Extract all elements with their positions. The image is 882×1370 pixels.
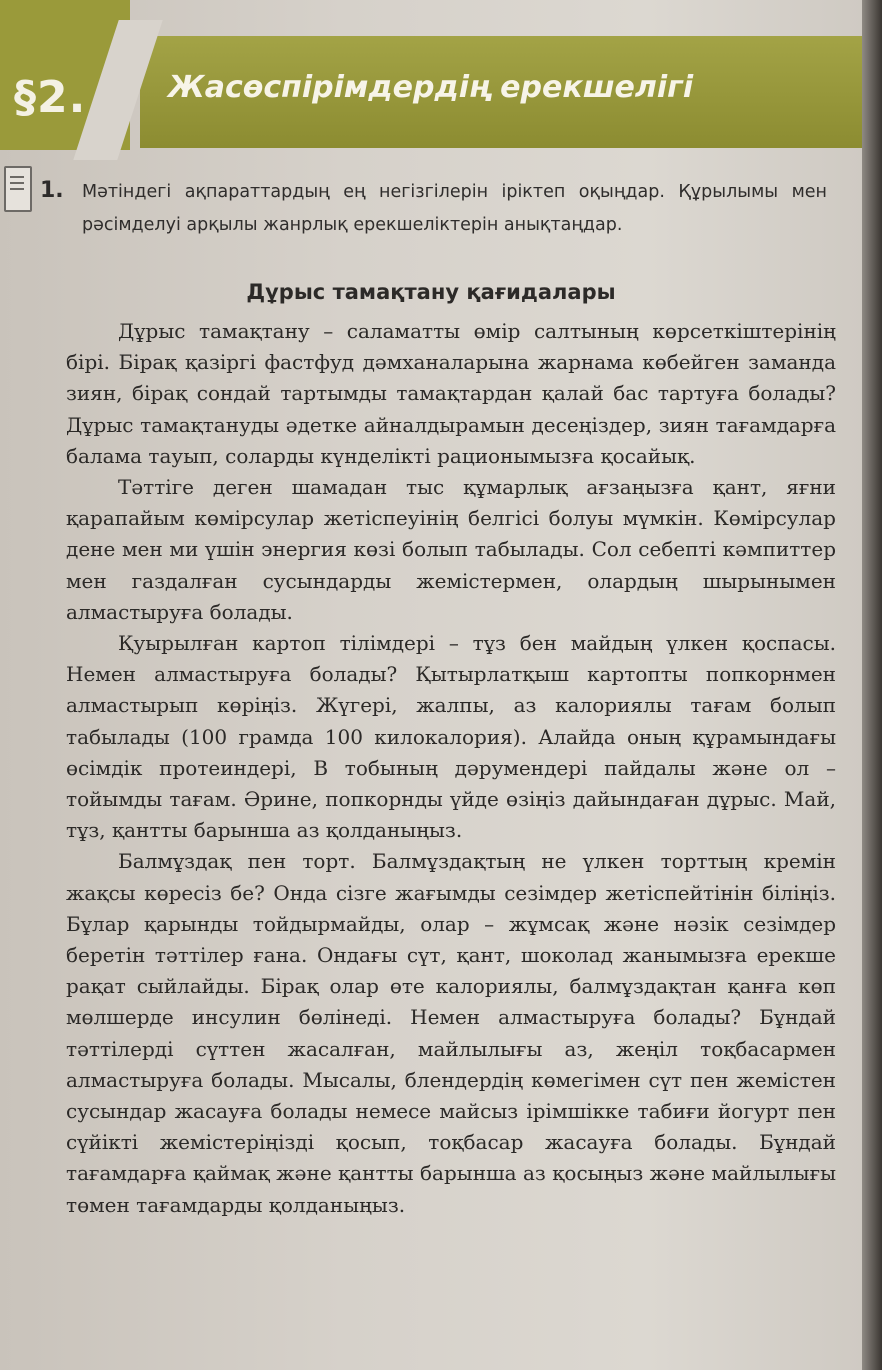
notebook-icon xyxy=(4,166,32,212)
task-number: 1. xyxy=(40,178,64,203)
article-paragraph: Балмұздақ пен торт. Балмұздақтың не үлкен торттың кремін жақсы көресіз бе? Онда сізге жағымды сезімдер жетіспейтінін біліңіз. Бұлар қарынды тойдырмайды, олар – жұмсақ және нәзік сезімдер беретін тәттілер ғана. Ондағы сүт, қант, шоколад жанымызға ерекше рақат сыйлайды. Бірақ олар өте калориялы, балмұздақтан қанға көп мөлшерде инсулин бөлінеді. Немен алмастыруға болады? Бұндай тәттілерді сүттен жасалған, майлылығы аз, жеңіл тоқбасармен алмастыруға болады. Мысалы, блендердің көмегімен сүт пен жемістен сусындар жасауға болады немесе майсыз ірімшікке табиғи йогурт пен сүйікті жемістеріңізді қосып, тоқбасар жасауға болады. Бұндай тағамдарға қаймақ және қантты барынша аз қосыңыз және майлылығы төмен тағамдарды қолданыңыз. xyxy=(66,849,836,1217)
section-number: §2. xyxy=(14,72,87,123)
page-edge-shadow xyxy=(862,0,882,1370)
task-instruction: Мәтіндегі ақпараттардың ең негізгілерін іріктеп оқыңдар. Құрылымы мен рәсімделуі арқылы жанрлық ерекшеліктерін анықтаңдар. xyxy=(82,182,827,235)
article-paragraph: Дұрыс тамақтану – саламатты өмір салтының көрсеткіштерінің бірі. Бірақ қазіргі фастфуд дәмханаларына жарнама көбейген заманда зиян, бірақ сондай тартымды тамақтардан қалай бас тартуға болады? Дұрыс тамақтануды әдетке айналдырамын десеңіздер, зиян тағамдарға балама тауып, соларды күнделікті рационымызға қосайық. xyxy=(66,319,836,468)
article-paragraph: Қуырылған картоп тілімдері – тұз бен майдың үлкен қоспасы. Немен алмастыруға болады? Қытырлатқыш картопты попкорнмен алмастырып көріңіз. Жүгері, жалпы, аз калориялы тағам болып табылады (100 грамда 100 килокалория). Алайда оның құрамындағы өсімдік протеиндері, В тобының дәрумендері пайдалы және ол – тойымды тағам. Әрине, попкорнды үйде өзіңіз дайындаған дұрыс. Май, тұз, қантты барынша аз қолданыңыз. xyxy=(66,631,836,843)
article-paragraph: Тәттіге деген шамадан тыс құмарлық ағзаңызға қант, яғни қарапайым көмірсулар жетіспеуінің белгісі болуы мүмкін. Көмірсулар дене мен ми үшін энергия көзі болып табылады. Сол себепті кәмпиттер мен газдалған сусындарды жемістермен, олардың шырынымен алмастыруға болады. xyxy=(66,475,836,624)
article-body xyxy=(66,316,836,1221)
section-banner xyxy=(0,0,862,150)
article-title: Дұрыс тамақтану қағидалары xyxy=(246,280,616,304)
section-title: Жасөспірімдердің ерекшелігі xyxy=(168,70,694,105)
